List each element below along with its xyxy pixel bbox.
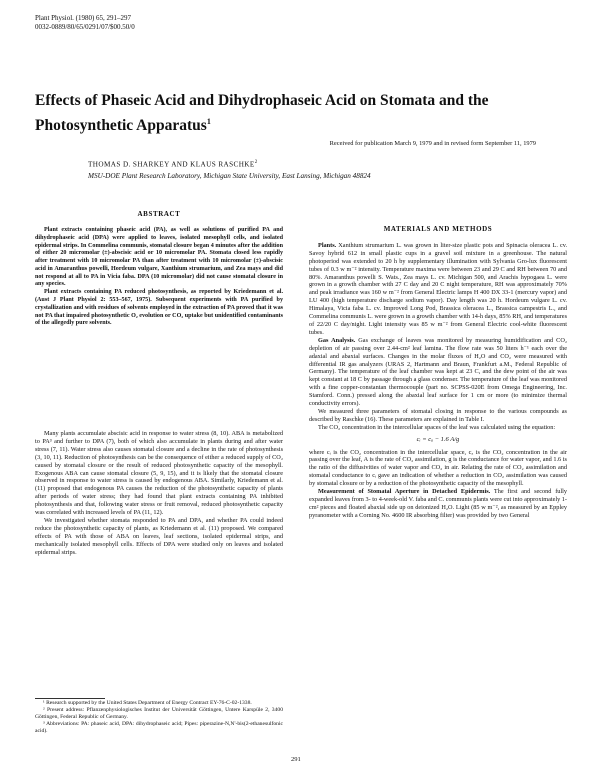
plants-text: Xanthium strumarium L. was grown in liter-size plastic pots and Spinacia oleracea L. cv. Savoy hybrid 612 in small plastic cups in a gravel soil mixture in a greenhouse. The natural photoperiod was extended to 20 h by supplementary illumination with Sylvania Gro-lux fluorescent tubes of 0.3 w m⁻² intensity. Temperature maxima were between 23 and 29 C and RH between 70 and 80%. Amaranthus powelli S. Wats., Zea mays L. cv. Michigan 500, and Arachis hypogaea L. were grown in a growth chamber with 27 C day and 20 C night temperature, RH was approximately 70% and peak irradiance was 160 w m⁻² from General Electric lamps H 400 DX 33-1 (mercury vapor) and LU 400 (high temperature discharge sodium vapor). Day length was 20 h. Hordeum vulgare L. cv. Himalaya, Vicia faba L. cv. Improved Long Pod, Brassica oleracea L., Brassica campestris L., and Commelina communis L. were grown in a growth chamber with 14-h days, 85% RH, and temperatures of 22/20 C day/night. Light intensity was 85 w m⁻² from General Electric cool-white fluorescent tubes. [309,241,568,336]
footnote-divider [35,698,105,699]
footnote: ² Present address: Pflanzenphysiologisches Institut der Universität Göttingen, Untere Karspüle 2, 3400 Göttingen, Federal Republic of Germany. [35,707,283,721]
methods-plants-paragraph [309,242,567,337]
abstract-paragraph: Plant extracts containing PA reduced photosynthesis, as reported by Kriedemann et al. (Aust J Plant Physiol 2: 553–567, 1975). Subsequent experiments with PA purified by crystallization and with residues of solvents employed in the extraction of PA proved that it was not PA that impaired photosynthetic O₂ evolution or CO₂ uptake but unidentified contaminants of the allegedly pure solvents. [35,289,283,327]
methods-gas-paragraph-3: The CO₂ concentration in the intercellular spaces of the leaf was calculated using the equation: [318,423,556,431]
paper-title-text: Effects of Phaseic Acid and Dihydrophaseic Acid on Stomata and the Photosynthetic Apparatus [35,92,489,135]
methods-gas-paragraph-4: where cᵢ is the CO₂ concentration in the intercellular space, cₐ is the CO₂ concentration in the air passing over the leaf, A is the rate of CO₂ assimilation, g is the conductance for water vapor, and 1.6 is the ratio of the diffusivities of water vapor and CO₂ in air. Relating the rate of CO₂ assimilation and stomatal conductance to cᵢ gave an indication of whether a reduction in CO₂ assimilation was caused by stomatal closure or by a reduction of the photosynthetic capacity of the mesophyll. [309,448,567,488]
paper-title [35,90,575,136]
intercellular-co2-equation: cᵢ = cₐ − 1.6 A/g [416,435,460,443]
introduction-paragraph: We investigated whether stomata responded to PA and DPA, and whether PA could indeed reduce the photosynthetic capacity of plants, as Kriedemann et al. (11) proposed. We compared effects of PA with those of ABA on leaves, leaf sections, isolated epidermal strips, and mechanically isolated mesophyll cells. Effects of DPA were studied only on leaves and isolated epidermal strips. [35,516,283,556]
plants-run-head: Plants. [318,241,337,249]
methods-heading: MATERIALS AND METHODS [383,225,493,233]
title-footnote-mark: 1 [206,117,211,126]
affiliation: MSU-DOE Plant Research Laboratory, Michigan State University, East Lansing, Michigan 48824 [88,172,371,180]
abstract-section [35,211,283,328]
footnotes [35,700,283,735]
gas-run-head: Gas Analysis. [318,336,356,344]
aperture-run-head: Measurement of Stomatal Aperture in Detached Epidermis. [318,488,491,496]
author-footnote-mark: 2 [254,160,258,165]
introduction-section [35,430,283,557]
footnote: ¹ Research supported by the United States Department of Energy Contract EY-76-C-02-1338. [43,700,252,706]
journal-header [35,14,135,32]
journal-code: 0032-0889/80/65/0291/07/$00.50/0 [35,23,135,31]
methods-gas-paragraph [309,337,567,408]
footnote: ³ Abbreviations: PA: phaseic acid, DPA: dihydrophaseic acid; Pipes: piperazine-N,N'-bis(2-ethanesulfonic acid). [35,721,283,735]
abstract-paragraph: Plant extracts containing phaseic acid (PA), as well as solutions of purified PA and dihydrophaseic acid (DPA) were applied to leaves, isolated mesophyll cells, and isolated epidermal strips. In Commelina communis, stomatal closure began 4 minutes after the addition of either 20 micromolar (±)-abscisic acid or 10 micromolar PA. Stomata closed less rapidly after treatment with 10 micromolar PA than after treatment with 10 micromolar (±)-abscisic acid in Amaranthus powelli, Hordeum vulgare, Xanthium strumarium, and Zea mays and did not respond at all to PA in Vicia faba. DPA (10 micromolar) did not cause stomatal closure in any species. [35,226,283,288]
author-names: THOMAS D. SHARKEY AND KLAUS RASCHKE [88,160,255,169]
methods-gas-paragraph-2: We measured three parameters of stomatal closing in response to the various compounds as described by Raschke (16). These parameters are explained in Table I. [309,407,567,423]
introduction-paragraph: Many plants accumulate abscisic acid in response to water stress (8, 10). ABA is metabolized to PA³ and further to DPA (7), both of which also accumulate in plants during and after water stress (7, 11). Water stress also causes stomatal closure and a decline in the rate of photosynthesis (3, 10, 11). Reduction of photosynthesis can be the consequence of either a reduced supply of CO₂ caused by stomatal closure or the result of reduced photosynthetic capacity of the mesophyll. Exogenous ABA can cause stomatal closure (5, 9, 15), and it is likely that the stomatal closure observed in response to water stress is caused by endogenous ABA. Similarly, Kriedemann et al. (11) proposed that endogenous PA causes the reduction of the photosynthetic capacity of plants after periods of water stress; they had found that plant extracts containing PA inhibited photosynthesis and that, following water stress or fruit removal, reduced photosynthetic capacity was correlated with increased levels of PA (11, 12). [35,430,283,517]
abstract-heading: ABSTRACT [137,210,181,218]
methods-aperture-paragraph [309,488,567,520]
methods-section [309,226,567,520]
journal-citation: Plant Physiol. (1980) 65, 291–297 [35,14,132,22]
aperture-text: The first and second fully expanded leaves from 3- to 4-week-old V. faba and C. communis plants were cut into approximately 1-cm² pieces and floated abaxial side up on deionized H₂O. Light (85 w m⁻², as measured by an Eppley pyranometer with a Corning No. 4600 IR absorbing filter) was provided by two General [309,488,568,519]
gas-text: Gas exchange of leaves was monitored by measuring humidification and CO₂ depletion of air passing over 2.44-cm² leaf lamina. The flow rate was 50 liters h⁻¹ each over the adaxial and abaxial surfaces. Changes in the molar fluxes of H₂O and CO₂ were measured with differential IR gas analyzers (URAS 2, Hartmann and Braun, Frankfurt a.M., Federal Republic of Germany). The temperature of the leaf chamber was kept at 23 C, and the dew point of the air was kept constant at 18 C by passage through a glass condenser. The temperature of the leaf was monitored with a fine copper-constantan thermocouple (part no. SCPSS-020E from Omega Engineering, Inc. Stamford. Conn.) pressed along the abaxial leaf surface for 1 cm or more (to minimize thermal conductivity errors). [309,336,568,408]
authors [88,160,258,168]
page-number: 291 [291,756,301,763]
received-date: Received for publication March 9, 1979 and in revised form September 11, 1979 [329,140,536,147]
